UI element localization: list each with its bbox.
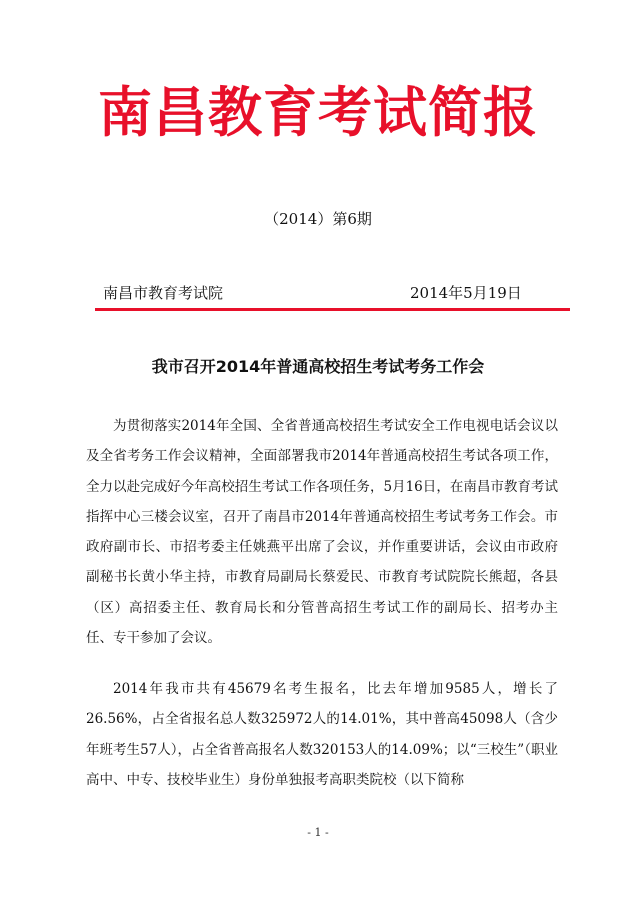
issue-number: （2014）第6期 <box>264 210 372 228</box>
publish-date: 2014年5月19日 <box>410 284 522 302</box>
masthead-title: 南昌教育考试简报 <box>98 81 538 144</box>
page-number: - 1 - <box>307 826 329 839</box>
article-paragraph: 为贯彻落实2014年全国、全省普通高校招生考试安全工作电视电话会议以及全省考务工作会议精神，全面部署我市2014年普通高校招生考试各项工作，全力以赴完成好今年高校招生考试工作各项任务，5月16日，在南昌市教育考试指挥中心三楼会议室，召开了南昌市2014年普通高校招生考试考务工作会。市政府副市长、市招考委主任姚燕平出席了会议，并作重要讲话，会议由市政府副秘书长黄小华主持，市教育局副局长蔡爱民、市教育考试院院长熊超，各县（区）高招委主任、教育局长和分管普高招生考试工作的副局长、招考办主任、专干参加了会议。 <box>86 418 558 647</box>
publisher-name: 南昌市教育考试院 <box>103 284 224 302</box>
article-headline: 我市召开2014年普通高校招生考试考务工作会 <box>151 357 485 376</box>
article-paragraph: 2014年我市共有45679名考生报名，比去年增加9585人，增长了26.56%，占全省报名总人数325972人的14.01%，其中普高45098人（含少年班考生57人），占全省普高报名人数320153人的14.09%；以“三校生”（职业高中、中专、技校毕业生）身份单独报考高职类院校（以下简称 <box>86 681 558 788</box>
red-divider <box>95 308 570 311</box>
